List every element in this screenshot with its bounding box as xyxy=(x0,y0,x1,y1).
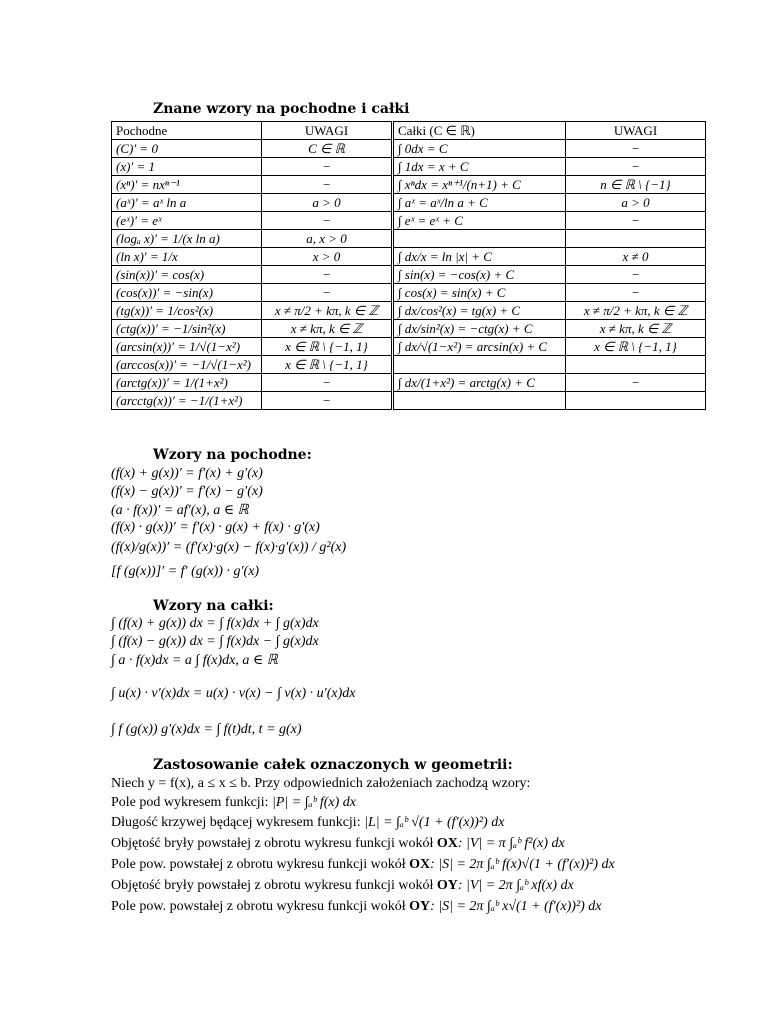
derivative-cell: (logₐ x)′ = 1/(x ln a) xyxy=(112,230,262,248)
integral-note-cell: − xyxy=(566,374,706,392)
geometry-label: Objętość bryły powstałej z obrotu wykresu funkcji wokół xyxy=(111,836,437,851)
integral-cell: ∫ 0dx = C xyxy=(393,140,566,158)
integral-rule: ∫ (f(x) − g(x)) dx = ∫ f(x)dx − ∫ g(x)dx xyxy=(111,634,319,649)
geometry-axis: OX xyxy=(436,836,458,851)
derivative-note-cell: a, x > 0 xyxy=(262,230,393,248)
geometry-formula: : |V| = 2π ∫ₐᵇ xf(x) dx xyxy=(457,878,574,893)
derivative-note-cell: x ≠ π/2 + kπ, k ∈ ℤ xyxy=(262,302,393,320)
geometry-item xyxy=(111,795,356,811)
table-row xyxy=(112,158,706,176)
geometry-formula: : |V| = π ∫ₐᵇ f²(x) dx xyxy=(457,836,565,851)
integral-note-cell: x ≠ 0 xyxy=(566,248,706,266)
table-row xyxy=(112,320,706,338)
derivative-cell: (arcsin(x))′ = 1/√(1−x²) xyxy=(112,338,262,356)
integral-note-cell: − xyxy=(566,266,706,284)
derivative-cell: (xⁿ)′ = nxⁿ⁻¹ xyxy=(112,176,262,194)
derivative-rule: [f (g(x))]′ = f′ (g(x)) · g′(x) xyxy=(111,564,260,579)
integral-rule: ∫ (f(x) + g(x)) dx = ∫ f(x)dx + ∫ g(x)dx xyxy=(111,616,319,631)
integral-cell: ∫ 1dx = x + C xyxy=(393,158,566,176)
integral-note-cell xyxy=(566,230,706,248)
derivative-note-cell: − xyxy=(262,266,393,284)
derivative-note-cell: − xyxy=(262,374,393,392)
integral-note-cell: x ≠ kπ, k ∈ ℤ xyxy=(566,320,706,338)
table-row xyxy=(112,266,706,284)
geometry-label: Objętość bryły powstałej z obrotu wykresu funkcji wokół xyxy=(111,878,437,893)
derivatives-title: Wzory na pochodne: xyxy=(153,447,312,463)
derivative-cell: (arcctg(x))′ = −1/(1+x²) xyxy=(112,392,262,410)
integral-cell: ∫ cos(x) = sin(x) + C xyxy=(393,284,566,302)
geometry-label: Pole pow. powstałej z obrotu wykresu funkcji wokół xyxy=(111,857,410,872)
integral-note-cell xyxy=(566,392,706,410)
integral-cell: ∫ dx/x = ln |x| + C xyxy=(393,248,566,266)
derivative-rule: (f(x)/g(x))′ = (f′(x)·g(x) − f(x)·g′(x)) / g²(x) xyxy=(111,540,347,555)
derivative-cell: (C)′ = 0 xyxy=(112,140,262,158)
formula-table xyxy=(111,121,706,410)
geometry-formula: |L| = ∫ₐᵇ √(1 + (f′(x))²) dx xyxy=(364,815,505,830)
geometry-formula: : |S| = 2π ∫ₐᵇ x√(1 + (f′(x))²) dx xyxy=(430,899,602,914)
geometry-intro: Niech y = f(x), a ≤ x ≤ b. Przy odpowiednich założeniach zachodzą wzory: xyxy=(111,776,531,791)
derivative-note-cell: − xyxy=(262,284,393,302)
header-integrals: Całki (C ∈ ℝ) xyxy=(393,122,566,140)
integral-cell: ∫ sin(x) = −cos(x) + C xyxy=(393,266,566,284)
derivative-cell: (sin(x))′ = cos(x) xyxy=(112,266,262,284)
header-notes-2: UWAGI xyxy=(566,122,706,140)
geometry-item xyxy=(111,857,615,873)
derivative-note-cell: C ∈ ℝ xyxy=(262,140,393,158)
integral-cell: ∫ eˣ = eˣ + C xyxy=(393,212,566,230)
table-header-row xyxy=(112,122,706,140)
integral-note-cell: n ∈ ℝ \ {−1} xyxy=(566,176,706,194)
geometry-formula: |P| = ∫ₐᵇ f(x) dx xyxy=(271,795,357,810)
integral-cell xyxy=(393,230,566,248)
geometry-axis: OX xyxy=(409,857,431,872)
geometry-item xyxy=(111,899,602,915)
integral-note-cell: x ≠ π/2 + kπ, k ∈ ℤ xyxy=(566,302,706,320)
integral-note-cell: − xyxy=(566,284,706,302)
integral-note-cell xyxy=(566,356,706,374)
table-row xyxy=(112,356,706,374)
table-row xyxy=(112,374,706,392)
integrals-title: Wzory na całki: xyxy=(153,598,274,614)
derivative-rule: (f(x) − g(x))′ = f′(x) − g′(x) xyxy=(111,484,263,499)
derivative-rule: (f(x) · g(x))′ = f′(x) · g(x) + f(x) · g′(x) xyxy=(111,520,320,535)
derivative-cell: (aˣ)′ = aˣ ln a xyxy=(112,194,262,212)
derivative-note-cell: a > 0 xyxy=(262,194,393,212)
integral-note-cell: − xyxy=(566,158,706,176)
integral-rule: ∫ u(x) · v′(x)dx = u(x) · v(x) − ∫ v(x) · u′(x)dx xyxy=(111,686,356,701)
integral-cell xyxy=(393,356,566,374)
integral-cell: ∫ dx/cos²(x) = tg(x) + C xyxy=(393,302,566,320)
derivative-note-cell: x ≠ kπ, k ∈ ℤ xyxy=(262,320,393,338)
table-body xyxy=(112,140,706,410)
header-notes-1: UWAGI xyxy=(262,122,393,140)
geometry-formula: : |S| = 2π ∫ₐᵇ f(x)√(1 + (f′(x))²) dx xyxy=(430,857,615,872)
table-row xyxy=(112,338,706,356)
integral-cell: ∫ dx/(1+x²) = arctg(x) + C xyxy=(393,374,566,392)
geometry-item xyxy=(111,815,504,831)
integral-note-cell: − xyxy=(566,212,706,230)
table-row xyxy=(112,284,706,302)
integral-cell: ∫ dx/√(1−x²) = arcsin(x) + C xyxy=(393,338,566,356)
integral-cell: ∫ dx/sin²(x) = −ctg(x) + C xyxy=(393,320,566,338)
table-row xyxy=(112,176,706,194)
integral-rule: ∫ f (g(x)) g′(x)dx = ∫ f(t)dt, t = g(x) xyxy=(111,722,302,737)
table-row xyxy=(112,212,706,230)
table-row xyxy=(112,392,706,410)
derivative-cell: (ctg(x))′ = −1/sin²(x) xyxy=(112,320,262,338)
geometry-label: Długość krzywej będącej wykresem funkcji: xyxy=(111,815,365,830)
derivative-cell: (ln x)′ = 1/x xyxy=(112,248,262,266)
geometry-item xyxy=(111,836,565,852)
geometry-item xyxy=(111,878,574,894)
derivative-note-cell: x ∈ ℝ \ {−1, 1} xyxy=(262,356,393,374)
integral-cell: ∫ xⁿdx = xⁿ⁺¹/(n+1) + C xyxy=(393,176,566,194)
derivative-note-cell: − xyxy=(262,212,393,230)
derivative-note-cell: − xyxy=(262,176,393,194)
derivative-cell: (x)′ = 1 xyxy=(112,158,262,176)
integral-note-cell: x ∈ ℝ \ {−1, 1} xyxy=(566,338,706,356)
integral-cell xyxy=(393,392,566,410)
derivative-cell: (tg(x))′ = 1/cos²(x) xyxy=(112,302,262,320)
table-title: Znane wzory na pochodne i całki xyxy=(153,101,410,117)
table-row xyxy=(112,248,706,266)
geometry-label: Pole pod wykresem funkcji: xyxy=(111,795,272,810)
header-derivatives: Pochodne xyxy=(112,122,262,140)
derivative-rule: (a · f(x))′ = af′(x), a ∈ ℝ xyxy=(111,503,249,518)
geometry-title: Zastosowanie całek oznaczonych w geometrii: xyxy=(153,757,513,773)
derivative-note-cell: − xyxy=(262,392,393,410)
geometry-axis: OY xyxy=(409,899,431,914)
table-row xyxy=(112,140,706,158)
derivative-note-cell: x > 0 xyxy=(262,248,393,266)
derivative-cell: (cos(x))′ = −sin(x) xyxy=(112,284,262,302)
derivative-note-cell: x ∈ ℝ \ {−1, 1} xyxy=(262,338,393,356)
table-row xyxy=(112,230,706,248)
integral-note-cell: a > 0 xyxy=(566,194,706,212)
geometry-label: Pole pow. powstałej z obrotu wykresu funkcji wokół xyxy=(111,899,410,914)
table-row xyxy=(112,194,706,212)
table-row xyxy=(112,302,706,320)
integral-note-cell: − xyxy=(566,140,706,158)
geometry-axis: OY xyxy=(436,878,458,893)
derivative-cell: (eˣ)′ = eˣ xyxy=(112,212,262,230)
derivative-rule: (f(x) + g(x))′ = f′(x) + g′(x) xyxy=(111,466,263,481)
derivative-cell: (arctg(x))′ = 1/(1+x²) xyxy=(112,374,262,392)
integral-cell: ∫ aˣ = aˣ/ln a + C xyxy=(393,194,566,212)
integral-rule: ∫ a · f(x)dx = a ∫ f(x)dx, a ∈ ℝ xyxy=(111,653,278,668)
derivative-note-cell: − xyxy=(262,158,393,176)
derivative-cell: (arccos(x))′ = −1/√(1−x²) xyxy=(112,356,262,374)
